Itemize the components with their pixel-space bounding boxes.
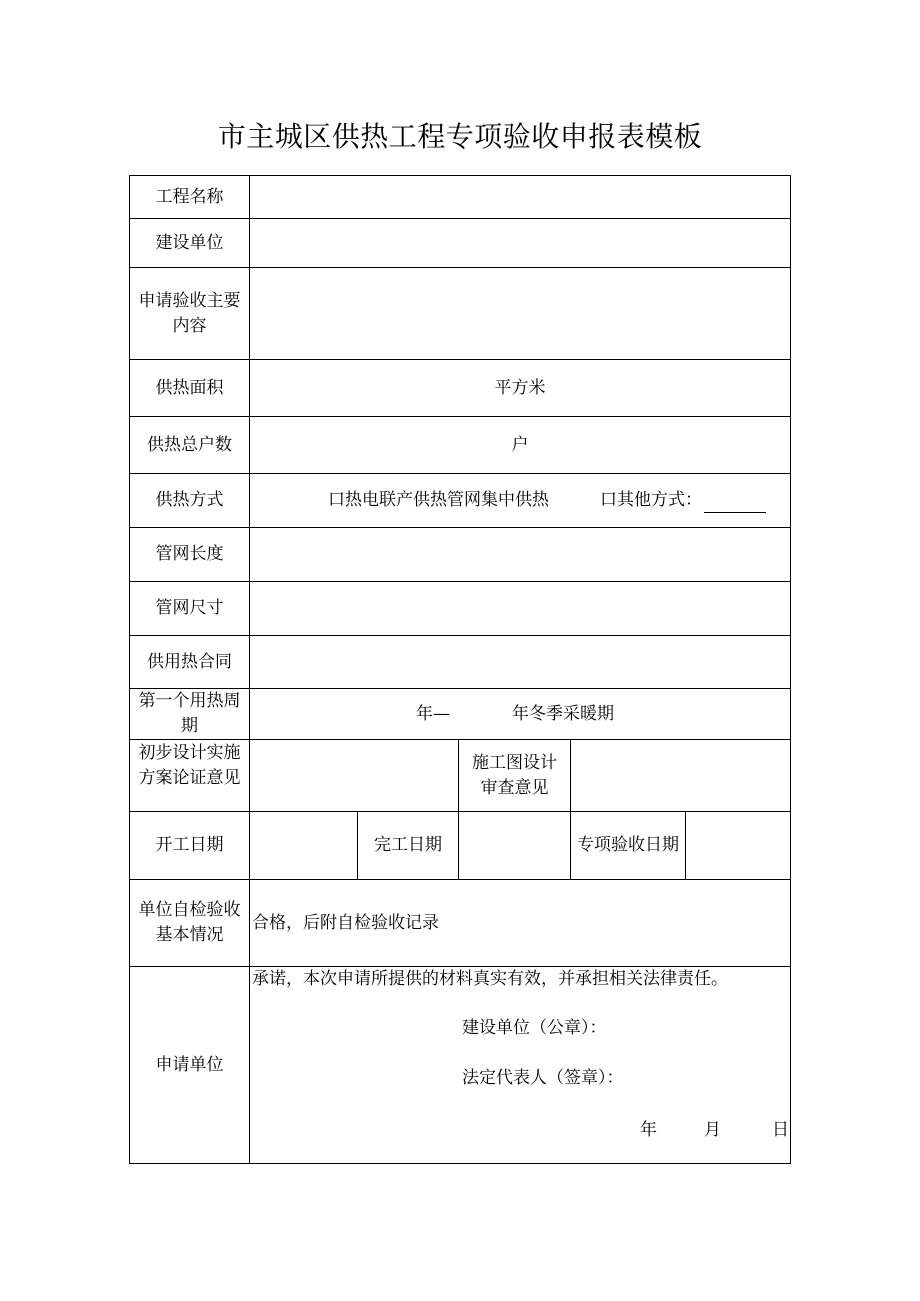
- date-month: 月: [704, 1120, 721, 1140]
- self-check-value: 合格，后附自检验收记录: [252, 912, 439, 933]
- households-unit: 户: [511, 434, 529, 455]
- label-pipe-length: 管网长度: [155, 544, 224, 564]
- applicant-section: [250, 967, 790, 1163]
- label-applicant: 申请单位: [155, 1054, 224, 1075]
- project-name-field[interactable]: [250, 176, 790, 218]
- label-households: 供热总户数: [147, 434, 232, 455]
- method-other-blank[interactable]: [704, 494, 766, 513]
- table-border-bottom: [129, 1163, 791, 1164]
- period-year-start: 年—: [416, 704, 450, 724]
- first-period-value: [250, 689, 790, 739]
- label-prelim-design: 初步设计实施方案论证意见: [138, 743, 241, 788]
- date-year: 年: [640, 1120, 657, 1140]
- table-border-right: [790, 175, 791, 1164]
- label-finish-date: 完工日期: [374, 835, 442, 855]
- period-year-end: 年冬季采暖期: [512, 704, 614, 724]
- label-builder: 建设单位: [155, 232, 224, 253]
- finish-date-field[interactable]: [459, 812, 570, 879]
- pipe-size-field[interactable]: [250, 582, 790, 635]
- date-day: 日: [772, 1120, 789, 1140]
- method-options: [250, 474, 790, 527]
- label-first-period: 第一个用热周期: [138, 691, 241, 736]
- area-unit: 平方米: [494, 377, 546, 398]
- construction-review-field[interactable]: [571, 740, 790, 811]
- label-area: 供热面积: [155, 377, 224, 398]
- page-title: 市主城区供热工程专项验收申报表模板: [217, 120, 703, 153]
- builder-seal-line: 建设单位（公章）：: [462, 1018, 607, 1038]
- label-special-date: 专项验收日期: [577, 835, 679, 855]
- label-contract: 供用热合同: [147, 651, 232, 672]
- prelim-design-field[interactable]: [250, 740, 458, 811]
- label-construction-review: 施工图设计审查意见: [472, 752, 557, 798]
- label-content: 申请验收主要内容: [138, 290, 241, 336]
- label-start-date: 开工日期: [155, 835, 224, 855]
- label-project-name: 工程名称: [155, 186, 224, 207]
- label-self-check: 单位自检验收基本情况: [138, 900, 241, 945]
- label-pipe-size: 管网尺寸: [155, 598, 224, 618]
- builder-field[interactable]: [250, 219, 790, 267]
- content-field[interactable]: [250, 268, 790, 359]
- method-option-other-label: 口其他方式：: [600, 490, 702, 510]
- special-date-field[interactable]: [686, 812, 790, 879]
- start-date-field[interactable]: [250, 812, 357, 879]
- contract-field[interactable]: [250, 636, 790, 688]
- method-option-cogeneration[interactable]: 口热电联产供热管网集中供热: [328, 490, 549, 510]
- promise-text: 承诺，本次申请所提供的材料真实有效，并承担相关法律责任。: [252, 969, 728, 989]
- label-method: 供热方式: [155, 490, 224, 510]
- representative-seal-line: 法定代表人（签章）：: [462, 1068, 624, 1088]
- method-option-other[interactable]: [600, 488, 766, 513]
- pipe-length-field[interactable]: [250, 528, 790, 581]
